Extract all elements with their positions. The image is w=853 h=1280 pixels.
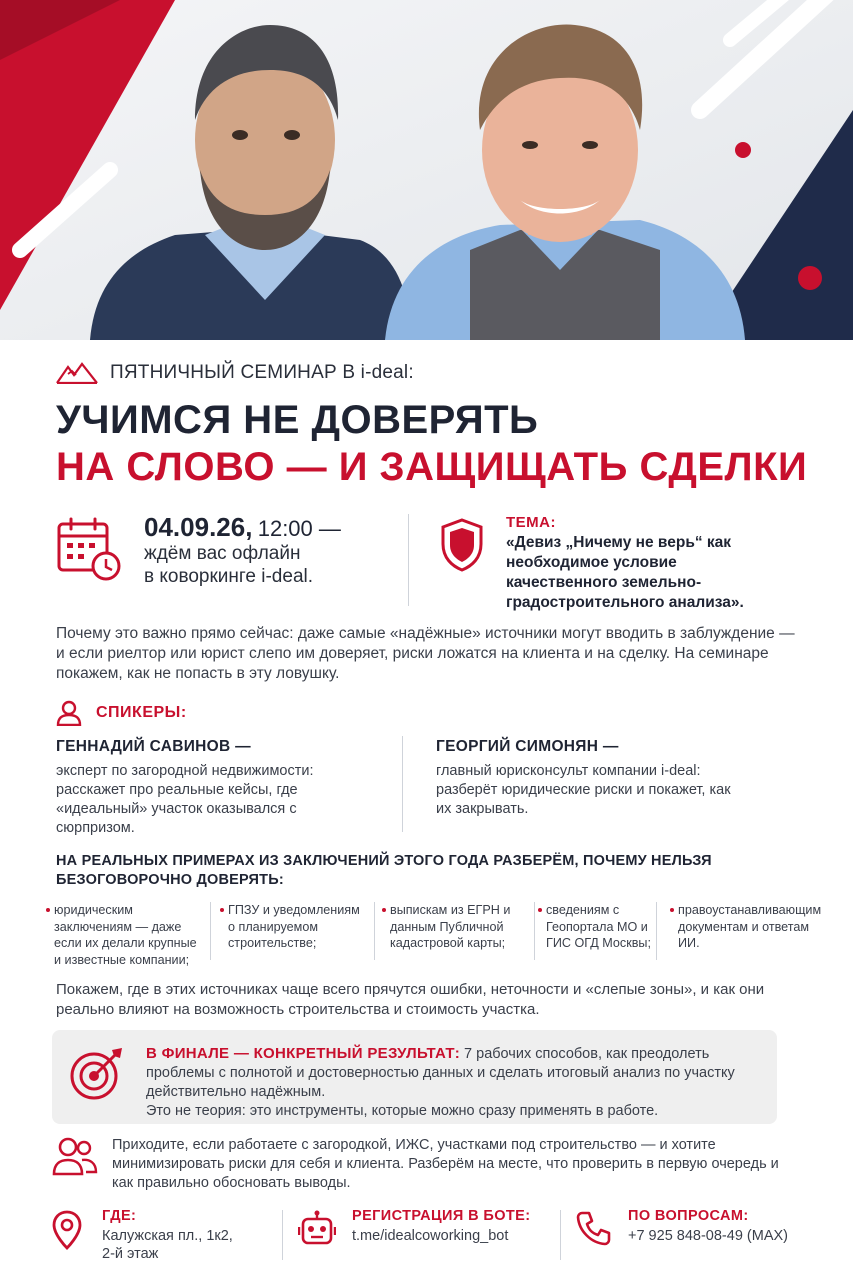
footer-location — [52, 1208, 233, 1263]
footer-address-line1: Калужская пл., 1к2, — [102, 1228, 233, 1244]
speaker-name: ГЕОРГИЙ СИМОНЯН — — [436, 738, 619, 755]
list-item: сведениям с Геопортала МО и ГИС ОГД Москвы; — [546, 902, 664, 952]
phone-link[interactable]: +7 925 848-08-49 (MAX) — [628, 1228, 788, 1244]
list-item: юридическим заключениям — даже если их делали крупные и известные компании; — [54, 902, 202, 968]
show-paragraph: Покажем, где в этих источниках чаще всего прячутся ошибки, неточности и «слепые зоны», и как они реально влияют на возможность строительства и стоимость участка. — [56, 981, 765, 1018]
speaker-name: ГЕННАДИЙ САВИНОВ — — [56, 738, 251, 755]
theme-label: ТЕМА: — [506, 514, 556, 531]
list-item: выпискам из ЕГРН и данным Публичной кадастровой карты; — [390, 902, 526, 952]
divider — [408, 514, 409, 606]
bot-link[interactable]: t.me/idealcoworking_bot — [352, 1228, 509, 1244]
location-pin-icon — [52, 1210, 82, 1250]
event-line2: ждём вас офлайн — [144, 543, 301, 564]
result-note: Это не теория: это инструменты, которые можно сразу применять в работе. — [146, 1103, 659, 1119]
divider — [402, 736, 403, 832]
list-item: ГПЗУ и уведомлениям о планируемом строительстве; — [228, 902, 368, 952]
page-title-line1: УЧИМСЯ НЕ ДОВЕРЯТЬ — [56, 398, 539, 442]
speaker-desc: главный юрисконсульт компании i-deal: разберёт юридические риски и покажет, как их закрывать. — [436, 763, 731, 817]
speaker-desc: эксперт по загородной недвижимости: расскажет про реальные кейсы, где «идеальный» участок оказывался с сюрпризом. — [56, 763, 314, 836]
header — [56, 362, 816, 490]
robot-icon — [298, 1210, 336, 1250]
result-box — [52, 1030, 777, 1124]
footer-address-line2: 2-й этаж — [102, 1246, 159, 1262]
event-date-text — [144, 512, 341, 608]
list-item: правоустанавливающим документам и ответам ИИ. — [678, 902, 830, 952]
speakers-heading — [56, 700, 187, 726]
invite-text: Приходите, если работаете с загородкой, ИЖС, участками под строительство — и хотите минимизировать риски для себя и клиента. Разберём на месте, что проверить в первую очередь и как правильно обосновать выводы. — [112, 1137, 779, 1191]
result-text — [146, 1044, 766, 1121]
event-time: 12:00 — — [257, 516, 341, 541]
examples-heading: НА РЕАЛЬНЫХ ПРИМЕРАХ ИЗ ЗАКЛЮЧЕНИЙ ЭТОГО ГОДА РАЗБЕРЁМ, ПОЧЕМУ НЕЛЬЗЯ БЕЗОГОВОРОЧНО ДОВЕРЯТЬ: — [56, 853, 712, 888]
mountain-logo-icon — [56, 362, 98, 384]
event-date-block — [56, 512, 396, 608]
person-icon — [56, 700, 82, 726]
group-icon — [52, 1136, 98, 1176]
footer-reg-label: РЕГИСТРАЦИЯ В БОТЕ: — [352, 1208, 531, 1224]
speakers-label: СПИКЕРЫ: — [96, 704, 187, 721]
result-body: 7 рабочих способов, как преодолеть проблемы с полнотой и достоверностью данных и сделать итоговый анализ по участку действительно надёжным. — [146, 1046, 735, 1100]
theme-block — [440, 514, 840, 613]
examples-list — [40, 902, 830, 966]
event-line3: в коворкинге i-deal. — [144, 566, 314, 587]
calendar-clock-icon — [56, 516, 122, 582]
footer-where-label: ГДЕ: — [102, 1208, 137, 1224]
theme-text: «Девиз „Ничему не верь“ как необходимое условие качественного земельно-градостроительного анализа». — [506, 534, 744, 611]
hero-banner — [0, 0, 853, 340]
speaker-card — [56, 738, 376, 838]
page-title-line2: НА СЛОВО — И ЗАЩИЩАТЬ СДЕЛКИ — [56, 445, 808, 489]
footer-q-label: ПО ВОПРОСАМ: — [628, 1208, 749, 1224]
phone-icon — [576, 1210, 612, 1246]
footer-registration — [298, 1208, 558, 1245]
kicker-text: ПЯТНИЧНЫЙ СЕМИНАР В i-deal: — [110, 362, 414, 383]
result-lead: В ФИНАЛЕ — КОНКРЕТНЫЙ РЕЗУЛЬТАТ: — [146, 1045, 460, 1062]
divider — [560, 1210, 561, 1260]
target-icon — [68, 1046, 124, 1102]
speaker-card — [436, 738, 756, 819]
shield-icon — [440, 518, 484, 572]
intro-paragraph: Почему это важно прямо сейчас: даже самые «надёжные» источники могут вводить в заблуждение — и если риелтор или юрист слепо им доверяет, риски ложатся на клиента и на сделку. На семинаре покажем, как не попасть в эту ловушку. — [56, 625, 795, 682]
footer-contacts — [576, 1208, 846, 1245]
event-date: 04.09.26, — [144, 512, 253, 542]
hero-graphic — [0, 0, 853, 340]
kicker — [56, 362, 816, 384]
divider — [282, 1210, 283, 1260]
